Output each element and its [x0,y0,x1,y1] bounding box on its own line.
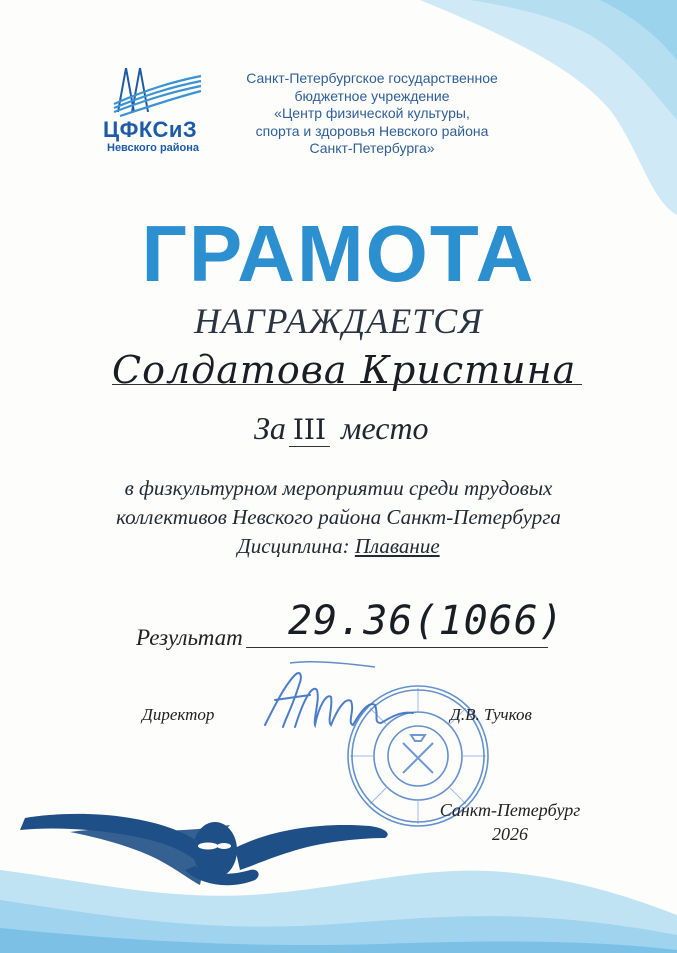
organization-name [222,70,522,158]
place-prefix: За [254,410,286,446]
awarded-heading: НАГРАЖДАЕТСЯ [194,301,483,341]
result-label: Результат [136,625,243,650]
org-line: бюджетное учреждение [294,87,450,104]
place-line [254,410,429,447]
org-line: «Центр физической культуры, [274,105,470,121]
director-label: Директор [142,705,215,724]
discipline-value: Плавание [354,534,440,558]
director-signature [255,655,425,745]
description-line-1: в физкультурном мероприятии среди трудовых [124,476,553,500]
logo-subtitle: Невского района [107,142,200,154]
logo-abbreviation: ЦФКСиЗ [103,117,198,142]
discipline-line [0,534,677,559]
certificate-title: ГРАМОТА [141,209,536,298]
swimmer-icon [20,814,388,885]
discipline-label: Дисциплина: [237,534,350,558]
org-line: спорта и здоровья Невского района [255,122,489,139]
place-value: III [289,413,330,447]
place-suffix: место [341,410,429,446]
result-underline [246,647,548,648]
description-line-2: коллективов Невского района Санкт-Петербурга [116,505,561,529]
year: 2026 [492,824,528,844]
result-value: 29.36(1066) [288,598,564,644]
org-line: Санкт-Петербургское государственное [246,70,498,86]
recipient-name: Солдатова Кристина [112,348,577,392]
org-line: Санкт-Петербурга» [309,140,435,156]
place-date [430,798,590,846]
recipient-underline [112,384,582,385]
city: Санкт-Петербург [439,800,581,820]
director-name: Д.В. Тучков [450,705,532,724]
